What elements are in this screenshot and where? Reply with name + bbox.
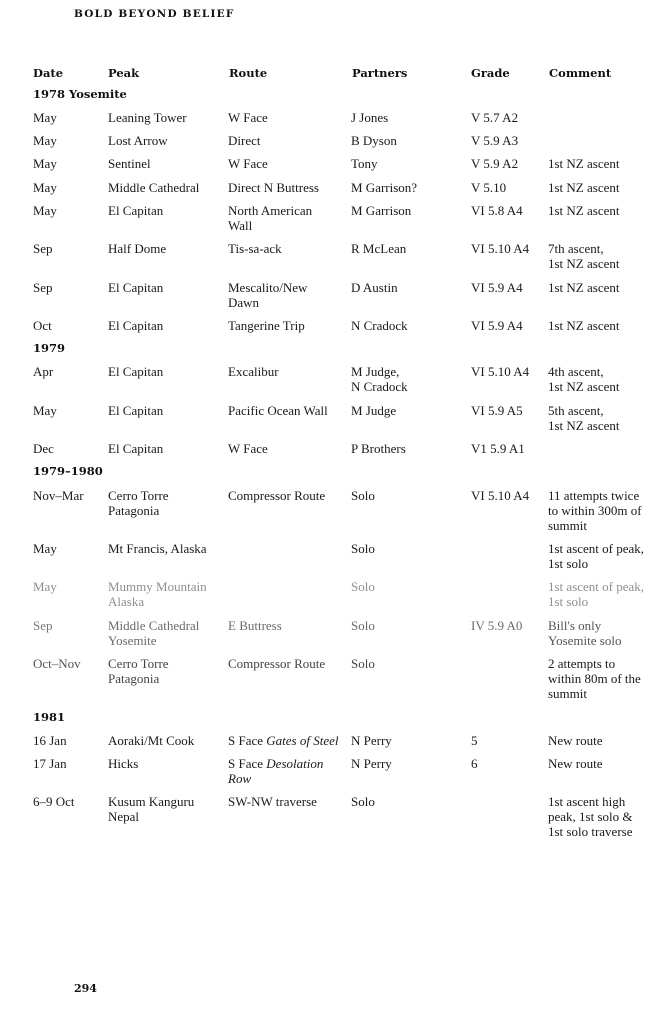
route-cell: S Face Desolation Row: [228, 756, 324, 786]
header-date: Date: [33, 66, 64, 80]
route-cell: S Face Gates of Steel: [228, 733, 339, 748]
header-partners: Partners: [352, 66, 408, 80]
page-number: 294: [74, 982, 97, 995]
header-route: Route: [229, 66, 268, 80]
book-page: BOLD BEYOND BELIEF Date Peak Route Partners Grade Comment 1978 Yosemite May Leaning Tower W Face J Jones V 5.7 A2 May Lost Arrow Direct B Dyson V 5.9 A3 May Sentinel W Face Tony V 5.9 A2 1st NZ ascent May Middle Cathedral Direct N Buttress M Garrison? V 5.10 1st NZ ascent May El Capitan North American Wall M Garrison VI 5.8 A4 1st NZ ascent Sep Half Dome Tis-sa-ack R McLean VI 5.10 A4 7th ascent, 1st NZ ascent Sep El Capitan Mescalito/New Dawn D Austin VI 5.9 A4 1st NZ ascent Oct El Capitan Tangerine Trip N Cradock VI 5.9 A4 1st NZ ascent 1979 Apr El Capitan Excalibur M Judge, N Cradock VI 5.10 A4 4th ascent, 1st NZ ascent May El Capitan Pacific Ocean Wall M Judge VI 5.9 A5 5th ascent, 1st NZ ascent Dec El Capitan W Face P Brothers V1 5.9 A1 1979–1980 Nov–Mar Cerro Torre Patagonia Compressor Route Solo VI 5.10 A4 11 attempts twice to within 300m of summit May Mt Francis, Alaska Solo 1st ascent of peak, 1st solo May Mummy Mountain Alaska Solo 1st ascent of peak, 1st solo Sep Middle Cathedral Yosemite E Buttress Solo IV 5.9 A0 Bill's only Yosemite solo Oct–Nov Cerro Torre Patagonia Compressor Route Solo 2 attempts to within 80m of the summit 1981 16 Jan Aoraki/Mt Cook S Face Gates of Steel N Perry 5 New route 17 Jan Hicks S Face Desolation Row N Perry 6 New route 6–9 Oct Kusum Kanguru Nepal SW-NW traverse Solo 1st ascent high peak, 1st solo & 1st solo traverse 294: [33, 8, 645, 995]
header-grade: Grade: [471, 66, 510, 80]
header-comment: Comment: [549, 66, 612, 80]
header-peak: Peak: [108, 66, 140, 80]
running-head: BOLD BEYOND BELIEF: [74, 8, 235, 20]
